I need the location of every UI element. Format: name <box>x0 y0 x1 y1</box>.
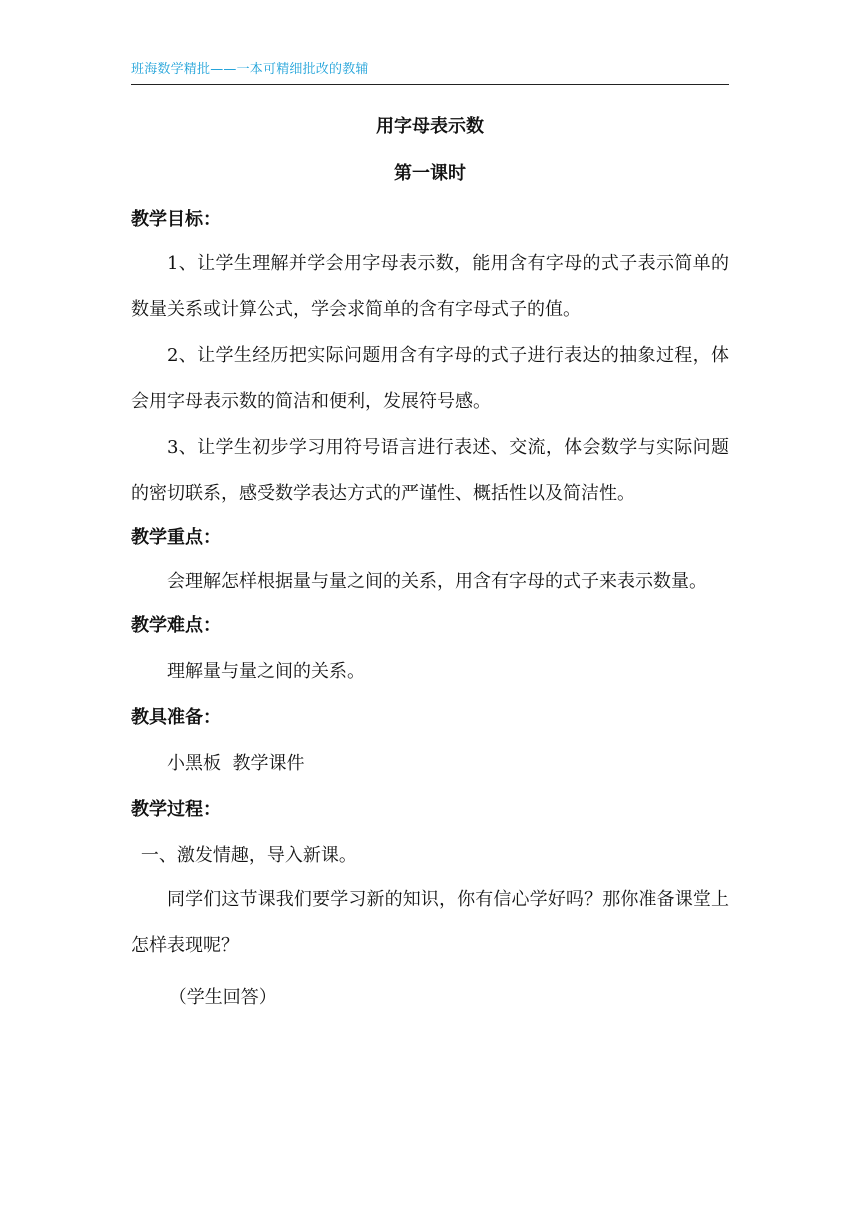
tools-heading: 教具准备： <box>131 707 221 728</box>
process-heading: 教学过程： <box>131 799 221 820</box>
key-heading: 教学重点： <box>131 527 221 548</box>
goals-heading: 教学目标： <box>131 209 221 230</box>
student-answer: （学生回答） <box>168 987 277 1008</box>
goal-item-1: 1、让学生理解并学会用字母表示数，能用含有字母的式子表示简单的数量关系或计算公式，学会求简单的含有字母式子的值。 <box>131 253 729 320</box>
page-header <box>131 60 729 85</box>
goal-item-2: 2、让学生经历把实际问题用含有字母的式子进行表达的抽象过程，体会用字母表示数的简洁和便利，发展符号感。 <box>131 345 729 412</box>
document-body <box>131 112 729 1013</box>
section-1-heading: 一、激发情趣，导入新课。 <box>140 845 357 866</box>
difficult-text: 理解量与量之间的关系。 <box>167 661 365 682</box>
key-text: 会理解怎样根据量与量之间的关系，用含有字母的式子来表示数量。 <box>167 571 707 592</box>
tools-text: 小黑板 教学课件 <box>167 753 305 774</box>
intro-text: 同学们这节课我们要学习新的知识，你有信心学好吗？那你准备课堂上怎样表现呢？ <box>131 889 729 956</box>
header-text: 班海数学精批——一本可精细批改的教辅 <box>131 62 369 77</box>
difficult-heading: 教学难点： <box>131 615 221 636</box>
doc-subtitle: 第一课时 <box>394 163 466 184</box>
goal-item-3: 3、让学生初步学习用符号语言进行表述、交流，体会数学与实际问题的密切联系，感受数学表达方式的严谨性、概括性以及简洁性。 <box>131 437 729 504</box>
doc-title: 用字母表示数 <box>376 116 484 137</box>
